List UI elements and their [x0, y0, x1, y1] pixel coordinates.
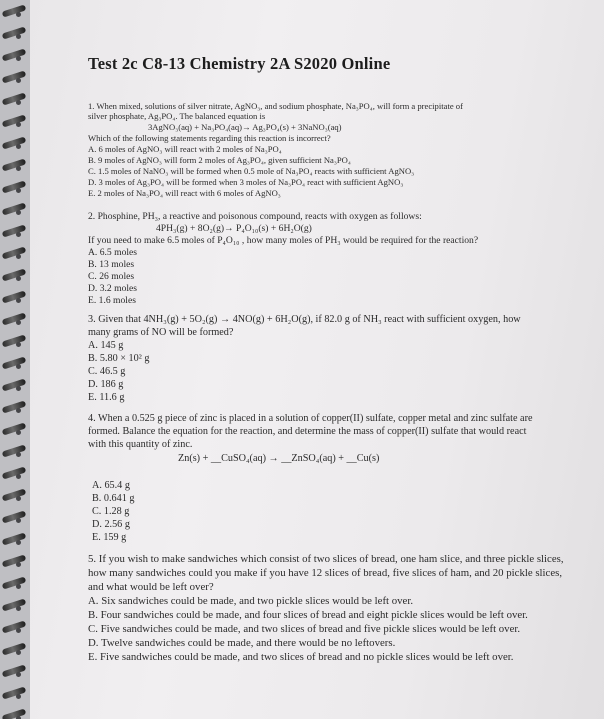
binding-hole — [16, 430, 21, 435]
q4-option-c: C. 1.28 g — [92, 506, 130, 517]
binding-coil — [2, 642, 27, 655]
q1-equation: 3AgNO₃(aq) + Na₃PO₄(aq)→ Ag₃PO₄(s) + 3NaNO₃(aq) — [148, 122, 342, 132]
binding-hole — [16, 78, 21, 83]
binding-coil — [2, 92, 27, 105]
binding-coil — [2, 202, 27, 215]
q3-option-c: C. 46.5 g — [88, 366, 126, 377]
q4-option-e: E. 159 g — [92, 532, 127, 543]
binding-hole — [16, 188, 21, 193]
binding-coil — [2, 598, 27, 611]
binding-coil — [2, 708, 27, 719]
q1-stem-line-1: 1. When mixed, solutions of silver nitrate, AgNO₃, and sodium phosphate, Na₃PO₄, will form a precipitate of — [88, 101, 463, 111]
binding-hole — [16, 144, 21, 149]
q4-option-a: A. 65.4 g — [92, 480, 130, 491]
binding-hole — [16, 540, 21, 545]
binding-hole — [16, 254, 21, 259]
binding-coil — [2, 620, 27, 633]
binding-hole — [16, 694, 21, 699]
binding-hole — [16, 562, 21, 567]
binding-coil — [2, 136, 27, 149]
q2-option-b: B. 13 moles — [88, 259, 135, 270]
binding-coil — [2, 114, 27, 127]
q5-option-d: D. Twelve sandwiches could be made, and there would be no leftovers. — [88, 637, 396, 649]
q1-stem-line-2: silver phosphate, Ag₃PO₄. The balanced equation is — [88, 111, 266, 121]
binding-coil — [2, 422, 27, 435]
binding-coil — [2, 290, 27, 303]
q4-stem-line-1: 4. When a 0.525 g piece of zinc is placed in a solution of copper(II) sulfate, copper metal and zinc sulfate are — [88, 413, 533, 424]
q2-prompt: If you need to make 6.5 moles of P₄O₁₀ , how many moles of PH₃ would be required for the reaction? — [88, 235, 479, 246]
q3-stem-line-2: many grams of NO will be formed? — [88, 327, 234, 338]
q1-option-b: B. 9 moles of AgNO₃ will form 2 moles of Ag₃PO₄, given sufficient Na₃PO₄ — [88, 155, 351, 165]
binding-hole — [16, 408, 21, 413]
q4-option-b: B. 0.641 g — [92, 493, 135, 504]
q4-stem-line-2: formed. Balance the equation for the reaction, and determine the mass of copper(II) sulfate that would react — [88, 426, 527, 437]
binding-coil — [2, 554, 27, 567]
binding-hole — [16, 474, 21, 479]
binding-hole — [16, 100, 21, 105]
q3-stem-line-1: 3. Given that 4NH₃(g) + 5O₂(g) → 4NO(g) + 6H₂O(g), if 82.0 g of NH₃ react with sufficient oxygen, how — [88, 314, 521, 325]
binding-hole — [16, 386, 21, 391]
binding-hole — [16, 166, 21, 171]
binding-hole — [16, 628, 21, 633]
binding-hole — [16, 320, 21, 325]
q5-option-b: B. Four sandwiches could be made, and four slices of bread and eight pickle slices would be left over. — [88, 609, 528, 621]
q3-option-d: D. 186 g — [88, 379, 124, 390]
q3-option-e: E. 11.6 g — [88, 392, 125, 403]
q1-option-d: D. 3 moles of Ag₃PO₄ will be formed when 3 moles of Na₃PO₄ react with sufficient AgNO₃ — [88, 177, 404, 187]
binding-coil — [2, 444, 27, 457]
q3-option-b: B. 5.80 × 10² g — [88, 353, 150, 364]
binding-coil — [2, 400, 27, 413]
q2-equation: 4PH₃(g) + 8O₂(g)→ P₄O₁₀(s) + 6H₂O(g) — [156, 223, 312, 234]
binding-coil — [2, 510, 27, 523]
binding-hole — [16, 606, 21, 611]
binding-hole — [16, 672, 21, 677]
q4-equation: Zn(s) + __CuSO₄(aq) → __ZnSO₄(aq) + __Cu(s) — [178, 453, 380, 464]
q5-option-c: C. Five sandwiches could be made, and two slices of bread and five pickle slices would be left over. — [88, 623, 521, 635]
q5-option-e: E. Five sandwiches could be made, and two slices of bread and no pickle slices would be left over. — [88, 651, 514, 663]
binding-coil — [2, 4, 27, 17]
binding-coil — [2, 158, 27, 171]
binding-hole — [16, 12, 21, 17]
test-page — [30, 0, 604, 719]
q2-option-a: A. 6.5 moles — [88, 247, 138, 258]
binding-coil — [2, 576, 27, 589]
page-title: Test 2c C8-13 Chemistry 2A S2020 Online — [88, 54, 391, 73]
binding-coil — [2, 488, 27, 501]
spiral-binding — [0, 0, 30, 719]
q2-option-e: E. 1.6 moles — [88, 295, 136, 306]
binding-hole — [16, 56, 21, 61]
binding-coil — [2, 70, 27, 83]
q5-stem-line-1: 5. If you wish to make sandwiches which consist of two slices of bread, one ham slice, and three pickle slices, — [88, 553, 564, 565]
binding-coil — [2, 378, 27, 391]
q4-stem-line-3: with this quantity of zinc. — [88, 439, 193, 450]
q5-stem-line-2: how many sandwiches could you make if you have 12 slices of bread, five slices of ham, and 20 pickle slices, — [88, 567, 563, 579]
binding-hole — [16, 34, 21, 39]
q2-option-d: D. 3.2 moles — [88, 283, 138, 294]
binding-coil — [2, 466, 27, 479]
binding-hole — [16, 452, 21, 457]
binding-coil — [2, 686, 27, 699]
binding-hole — [16, 122, 21, 127]
binding-hole — [16, 364, 21, 369]
binding-coil — [2, 180, 27, 193]
binding-coil — [2, 664, 27, 677]
binding-hole — [16, 298, 21, 303]
binding-hole — [16, 232, 21, 237]
binding-coil — [2, 26, 27, 39]
binding-coil — [2, 334, 27, 347]
q1-option-a: A. 6 moles of AgNO₃ will react with 2 moles of Na₃PO₄ — [88, 144, 282, 154]
q5-stem-line-3: and what would be left over? — [88, 581, 214, 593]
binding-coil — [2, 246, 27, 259]
q3-option-a: A. 145 g — [88, 340, 124, 351]
q1-prompt: Which of the following statements regarding this reaction is incorrect? — [88, 133, 331, 143]
binding-coil — [2, 532, 27, 545]
q2-stem: 2. Phosphine, PH₃, a reactive and poisonous compound, reacts with oxygen as follows: — [88, 211, 422, 222]
binding-hole — [16, 518, 21, 523]
q5-option-a: A. Six sandwiches could be made, and two pickle slices would be left over. — [88, 595, 414, 607]
q1-option-e: E. 2 moles of Na₃PO₄ will react with 6 moles of AgNO₃ — [88, 188, 281, 198]
binding-hole — [16, 584, 21, 589]
binding-coil — [2, 312, 27, 325]
binding-coil — [2, 268, 27, 281]
binding-hole — [16, 496, 21, 501]
binding-hole — [16, 650, 21, 655]
binding-hole — [16, 342, 21, 347]
q2-option-c: C. 26 moles — [88, 271, 135, 282]
q4-option-d: D. 2.56 g — [92, 519, 130, 530]
binding-coil — [2, 224, 27, 237]
binding-hole — [16, 276, 21, 281]
binding-hole — [16, 210, 21, 215]
binding-coil — [2, 48, 27, 61]
q1-option-c: C. 1.5 moles of NaNO₃ will be formed when 0.5 mole of Na₃PO₄ reacts with sufficient AgNO₃ — [88, 166, 415, 176]
binding-coil — [2, 356, 27, 369]
